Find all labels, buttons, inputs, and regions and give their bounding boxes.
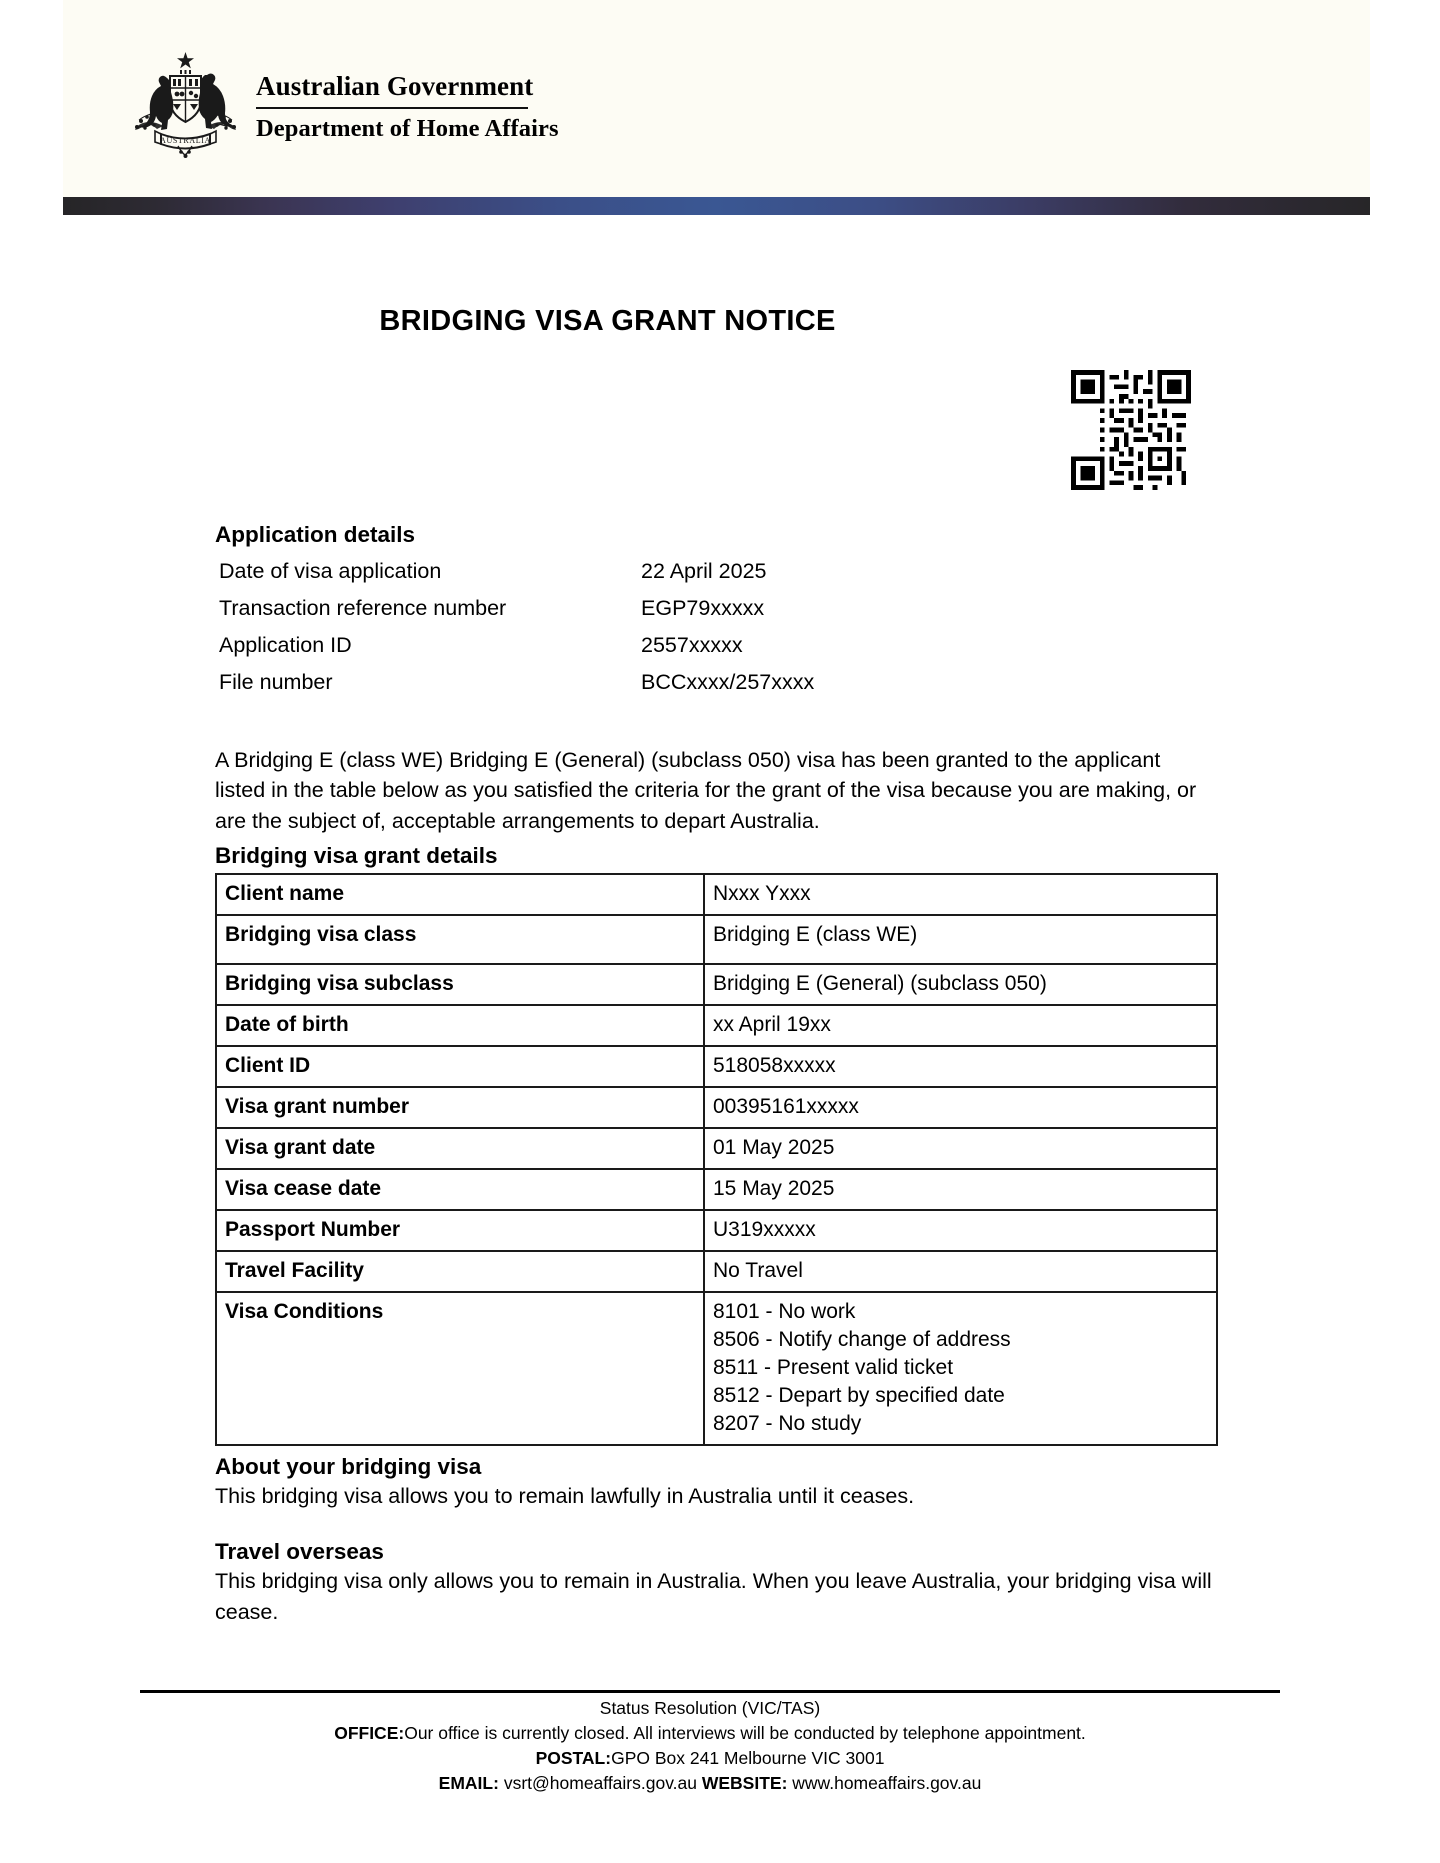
- condition-item: 8512 - Depart by specified date: [713, 1384, 1005, 1407]
- row-label: Visa Conditions: [216, 1292, 704, 1445]
- table-row: [216, 964, 1217, 1005]
- row-value: 518058xxxxx: [704, 1046, 1217, 1087]
- australian-coat-of-arms-icon: [123, 48, 248, 160]
- row-value: xx April 19xx: [704, 1005, 1217, 1046]
- application-details-heading: Application details: [215, 522, 416, 547]
- detail-value: 22 April 2025: [641, 559, 767, 583]
- condition-item: 8207 - No study: [713, 1412, 862, 1435]
- header-gradient-band: [63, 197, 1370, 215]
- footer-website-text: www.homeaffairs.gov.au: [787, 1773, 982, 1793]
- footer-email-text: vsrt@homeaffairs.gov.au: [498, 1773, 702, 1793]
- footer-website-label: WEBSITE:: [701, 1773, 788, 1793]
- row-label: Visa cease date: [216, 1169, 704, 1210]
- table-row-visa-conditions: [216, 1292, 1217, 1445]
- wordmark-line-australian-government: Australian Government: [256, 71, 534, 101]
- detail-label: Date of visa application: [219, 559, 442, 583]
- travel-text: This bridging visa only allows you to remain in Australia. When you leave Australia, your bridging visa will cease.: [215, 1569, 1212, 1624]
- footer-email-label: EMAIL:: [438, 1773, 499, 1793]
- table-row: [216, 915, 1217, 964]
- row-value: No Travel: [704, 1251, 1217, 1292]
- qr-code-icon: [1071, 370, 1191, 490]
- grant-details-heading: Bridging visa grant details: [215, 843, 498, 868]
- row-value: 00395161xxxxx: [704, 1087, 1217, 1128]
- row-value: 01 May 2025: [704, 1128, 1217, 1169]
- footer-postal-line: [140, 1746, 1280, 1771]
- table-row: [216, 1169, 1217, 1210]
- detail-value: BCCxxxx/257xxxx: [641, 670, 815, 694]
- travel-overseas-section: [215, 1537, 1215, 1627]
- row-value: U319xxxxx: [704, 1210, 1217, 1251]
- footer: [140, 1696, 1280, 1796]
- row-label: Bridging visa class: [216, 915, 704, 964]
- row-label: Travel Facility: [216, 1251, 704, 1292]
- footer-contact-line: [140, 1771, 1280, 1796]
- table-row: [216, 1087, 1217, 1128]
- detail-value: EGP79xxxxx: [641, 596, 765, 620]
- row-value: Bridging E (General) (subclass 050): [704, 964, 1217, 1005]
- detail-row-application-id: [219, 627, 1165, 664]
- row-label: Passport Number: [216, 1210, 704, 1251]
- footer-office-label: OFFICE:: [334, 1723, 405, 1743]
- detail-row-transaction-reference-number: [219, 590, 1165, 627]
- wordmark-line-department: Department of Home Affairs: [256, 114, 559, 142]
- government-wordmark: [256, 71, 559, 143]
- row-label: Date of birth: [216, 1005, 704, 1046]
- table-row: [216, 1005, 1217, 1046]
- footer-office-name: Status Resolution (VIC/TAS): [599, 1698, 821, 1718]
- detail-label: Application ID: [219, 633, 352, 657]
- travel-heading: Travel overseas: [215, 1539, 384, 1564]
- footer-office-line: [140, 1721, 1280, 1746]
- application-details-section: [215, 522, 1165, 701]
- table-row: [216, 1210, 1217, 1251]
- detail-label: Transaction reference number: [219, 596, 507, 620]
- row-value: Nxxx Yxxx: [704, 874, 1217, 915]
- row-label: Bridging visa subclass: [216, 964, 704, 1005]
- detail-row-date-of-visa-application: [219, 553, 1165, 590]
- detail-label: File number: [219, 670, 333, 694]
- detail-value: 2557xxxxx: [641, 633, 743, 657]
- row-label: Visa grant date: [216, 1128, 704, 1169]
- footer-divider: [140, 1690, 1280, 1693]
- row-value: Bridging E (class WE): [704, 915, 1217, 964]
- condition-item: 8101 - No work: [713, 1300, 856, 1323]
- table-row: [216, 1046, 1217, 1087]
- footer-office-text: Our office is currently closed. All interviews will be conducted by telephone appointment.: [404, 1723, 1086, 1743]
- table-row: [216, 1128, 1217, 1169]
- intro-paragraph: A Bridging E (class WE) Bridging E (General) (subclass 050) visa has been granted to the applicant listed in the table below as you satisfied the criteria for the grant of the visa because you are making, or are the subject of, acceptable arrangements to depart Australia.: [215, 747, 1197, 833]
- about-heading: About your bridging visa: [215, 1454, 482, 1479]
- about-text: This bridging visa allows you to remain lawfully in Australia until it ceases.: [215, 1484, 915, 1508]
- grant-details-table: [215, 873, 1218, 1446]
- row-label: Client ID: [216, 1046, 704, 1087]
- about-bridging-visa-section: [215, 1452, 1215, 1512]
- detail-row-file-number: [219, 664, 1165, 701]
- masthead: [63, 0, 1370, 197]
- wordmark-divider: [256, 107, 528, 109]
- row-value: 15 May 2025: [704, 1169, 1217, 1210]
- row-value-conditions: [704, 1292, 1217, 1445]
- condition-item: 8511 - Present valid ticket: [713, 1356, 954, 1379]
- table-row: [216, 874, 1217, 915]
- table-row: [216, 1251, 1217, 1292]
- footer-postal-label: POSTAL:: [535, 1748, 612, 1768]
- page-title: BRIDGING VISA GRANT NOTICE: [379, 305, 836, 337]
- footer-postal-text: GPO Box 241 Melbourne VIC 3001: [611, 1748, 885, 1768]
- row-label: Visa grant number: [216, 1087, 704, 1128]
- svg-text:AUSTRALIA: AUSTRALIA: [160, 136, 211, 145]
- condition-item: 8506 - Notify change of address: [713, 1328, 1011, 1351]
- row-label: Client name: [216, 874, 704, 915]
